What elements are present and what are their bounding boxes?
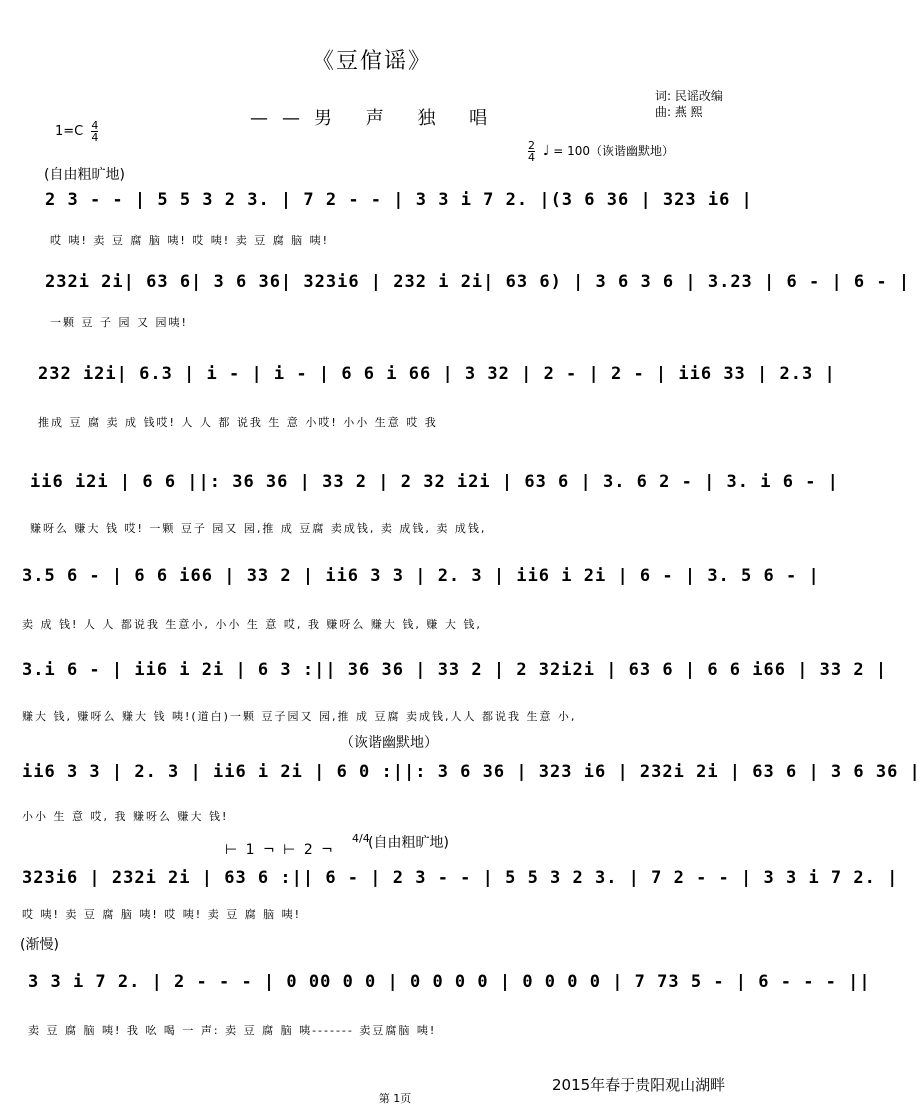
score-line-6-notes: 3.i 6 - | ii6 i 2i | 6 3 :|| 36 36 | 33 2 | 2 32i2i | 63 6 | 6 6 i66 | 33 2 |: [22, 660, 888, 680]
score-line-2-lyrics: 一颗 豆 子 园 又 园咦!: [50, 316, 188, 329]
key-signature: [55, 120, 98, 143]
score-line-8-lyrics: 哎 咦! 卖 豆 腐 脑 咦! 哎 咦! 卖 豆 腐 脑 咦!: [22, 908, 302, 921]
score-line-9-lyrics: 卖 豆 腐 脑 咦! 我 吆 喝 一 声: 卖 豆 腐 脑 咦------- 卖豆腐脑 咦!: [28, 1024, 437, 1037]
tempo-den: 4: [528, 151, 535, 164]
song-title: 《豆倌谣》: [312, 49, 433, 74]
quarter-note-icon: ♩: [542, 143, 550, 159]
score-line-2-notes: 232i 2i| 63 6| 3 6 36| 323i6 | 232 i 2i| 63 6) | 3 6 3 6 | 3.23 | 6 - | 6 - |: [45, 272, 911, 292]
tempo-time-signature: [528, 140, 535, 163]
time-signature: [91, 120, 98, 143]
score-line-8-notes: 323i6 | 232i 2i | 63 6 :|| 6 - | 2 3 - - | 5 5 3 2 3. | 7 2 - - | 3 3 i 7 2. |: [22, 868, 899, 888]
score-line-7-lyrics: 小小 生 意 哎, 我 赚呀么 赚大 钱!: [22, 810, 229, 823]
score-line-3-notes: 232 i2i| 6.3 | i - | i - | 6 6 i 66 | 3 32 | 2 - | 2 - | ii6 33 | 2.3 |: [38, 364, 836, 384]
tempo-num: 2: [528, 139, 535, 152]
score-line-4-notes: ii6 i2i | 6 6 ||: 36 36 | 33 2 | 2 32 i2i | 63 6 | 3. 6 2 - | 3. i 6 - |: [30, 472, 839, 492]
key-label: 1=C: [55, 124, 84, 139]
score-line-1-lyrics: 哎 咦! 卖 豆 腐 脑 咦! 哎 咦! 卖 豆 腐 脑 咦!: [50, 234, 330, 247]
score-line-1-notes: 2 3 - - | 5 5 3 2 3. | 7 2 - - | 3 3 i 7 2. |(3 6 36 | 323 i6 |: [45, 190, 753, 210]
score-line-3-lyrics: 推成 豆 腐 卖 成 钱哎! 人 人 都 说我 生 意 小哎! 小小 生意 哎 我: [38, 416, 438, 429]
tempo-value: = 100（诙谐幽默地）: [553, 144, 675, 158]
composition-date: 2015年春于贵阳观山湖畔: [552, 1076, 726, 1094]
expression-2: （诙谐幽默地）: [340, 735, 438, 751]
song-subtitle: ——男 声 独 唱: [250, 108, 502, 129]
volta-time-signature: 4/4: [352, 832, 370, 845]
credits: [655, 88, 723, 120]
score-line-9-notes: 3 3 i 7 2. | 2 - - - | 0 00 0 0 | 0 0 0 0 | 0 0 0 0 | 7 73 5 - | 6 - - - ||: [28, 972, 871, 992]
score-line-5-notes: 3.5 6 - | 6 6 i66 | 33 2 | ii6 3 3 | 2. 3 | ii6 i 2i | 6 - | 3. 5 6 - |: [22, 566, 820, 586]
time-num: 4: [91, 119, 99, 132]
volta-brackets: ⊢ 1 ¬ ⊢ 2 ¬: [225, 842, 335, 858]
expression-4: (渐慢): [20, 937, 59, 953]
time-den: 4: [91, 131, 99, 144]
score-line-7-notes: ii6 3 3 | 2. 3 | ii6 i 2i | 6 0 :||: 3 6 36 | 323 i6 | 232i 2i | 63 6 | 3 6 36 |: [22, 762, 921, 782]
score-line-5-lyrics: 卖 成 钱! 人 人 都说我 生意小, 小小 生 意 哎, 我 赚呀么 赚大 钱, 赚 大 钱,: [22, 618, 482, 631]
score-line-6-lyrics: 赚大 钱, 赚呀么 赚大 钱 咦!(道白)一颗 豆子园又 园,推 成 豆腐 卖成钱,人人 都说我 生意 小,: [22, 710, 577, 723]
tempo-marking: [528, 140, 674, 163]
lyricist: 词: 民谣改编: [655, 89, 723, 103]
page-number: 第 1页: [378, 1092, 412, 1105]
score-line-4-lyrics: 赚呀么 赚大 钱 哎! 一颗 豆子 园又 园,推 成 豆腐 卖成钱, 卖 成钱, 卖 成钱,: [30, 522, 487, 535]
expression-1: (自由粗旷地): [44, 167, 125, 183]
composer: 曲: 燕 熙: [655, 105, 703, 119]
expression-3: (自由粗旷地): [368, 835, 449, 851]
